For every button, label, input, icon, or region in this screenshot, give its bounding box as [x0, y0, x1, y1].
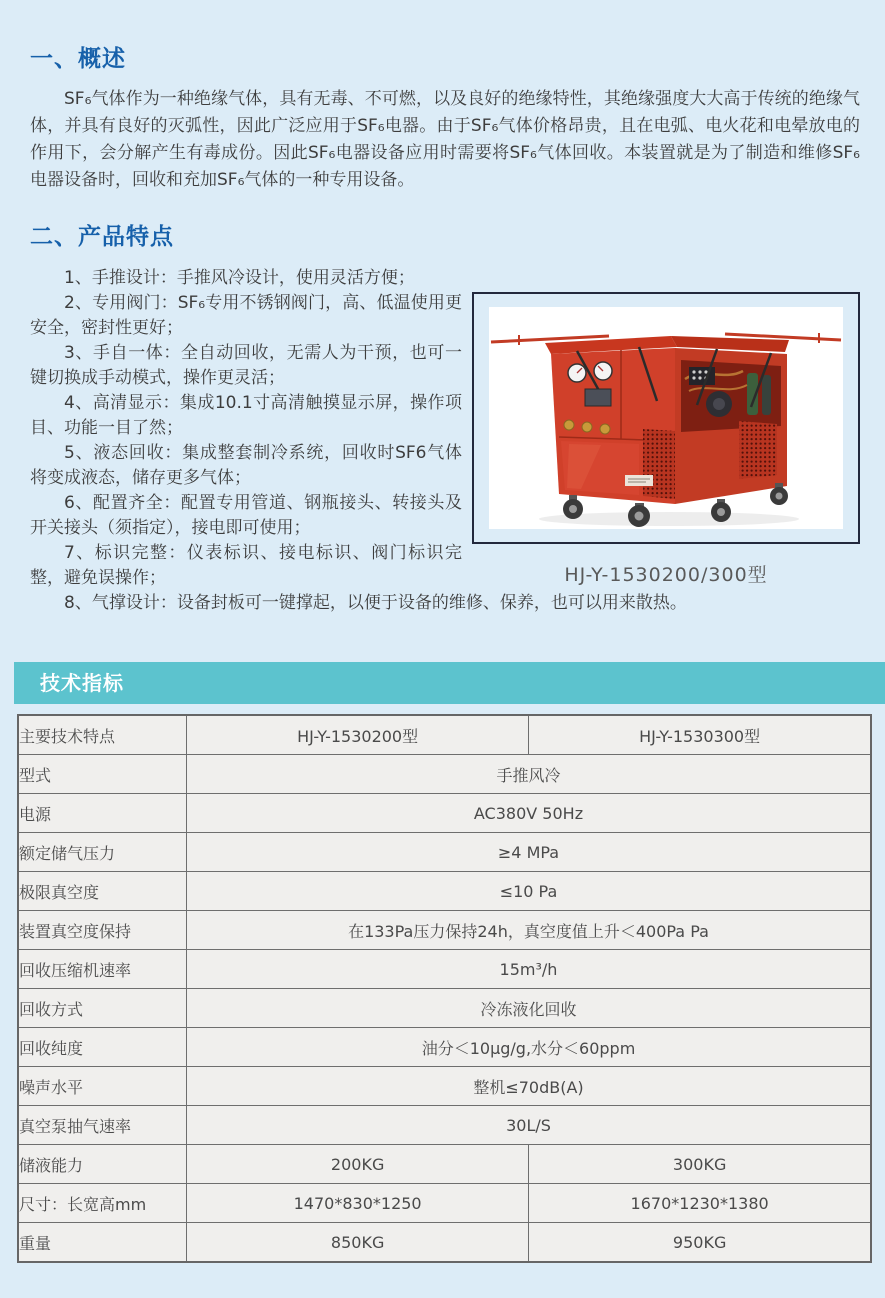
- spec-label-cell: 噪声水平: [18, 1067, 187, 1106]
- document-body: [0, 0, 885, 616]
- feature-item: 3、手自一体：全自动回收，无需人为干预，也可一键切换成手动模式，操作更灵活；: [30, 343, 462, 388]
- spec-value-cell: 300KG: [529, 1145, 871, 1184]
- table-row: [18, 1184, 871, 1223]
- feature-item: 5、液态回收：集成整套制冷系统，回收时SF6气体将变成液态，储存更多气体；: [30, 443, 462, 488]
- spec-value-cell: HJ-Y-1530300型: [529, 715, 871, 755]
- spec-label-cell: 极限真空度: [18, 872, 187, 911]
- table-row: [18, 1028, 871, 1067]
- specs-banner-title: 技术指标: [40, 671, 124, 695]
- spec-label-cell: 电源: [18, 794, 187, 833]
- specs-banner: [14, 662, 885, 704]
- table-header-row: [18, 715, 871, 755]
- spec-value-cell: 整机≤70dB(A): [187, 1067, 872, 1106]
- table-row: [18, 833, 871, 872]
- features-section-title: 二、产品特点: [30, 224, 174, 250]
- spec-value-cell: 1670*1230*1380: [529, 1184, 871, 1223]
- table-row: [18, 1223, 871, 1263]
- table-row: [18, 1106, 871, 1145]
- table-row: [18, 1067, 871, 1106]
- spec-label-cell: 回收压缩机速率: [18, 950, 187, 989]
- overview-section-title: 一、概述: [30, 46, 126, 72]
- spec-value-cell: ≤10 Pa: [187, 872, 872, 911]
- spec-value-cell: AC380V 50Hz: [187, 794, 872, 833]
- spec-value-cell: 15m³/h: [187, 950, 872, 989]
- spec-value-cell: 手推风冷: [187, 755, 872, 794]
- product-photo-frame: [472, 292, 860, 544]
- spec-value-cell: 200KG: [187, 1145, 529, 1184]
- specs-table: [17, 714, 872, 1263]
- spec-value-cell: 30L/S: [187, 1106, 872, 1145]
- product-model-caption: HJ-Y-1530200/300型: [564, 564, 768, 586]
- table-row: [18, 794, 871, 833]
- table-row: [18, 1145, 871, 1184]
- spec-value-cell: HJ-Y-1530200型: [187, 715, 529, 755]
- sf6-machine-illustration: [489, 307, 843, 529]
- spec-label-cell: 尺寸：长宽高mm: [18, 1184, 187, 1223]
- spec-label-cell: 重量: [18, 1223, 187, 1263]
- feature-item: 6、配置齐全：配置专用管道、钢瓶接头、转接头及开关接头（须指定），接电即可使用；: [30, 493, 462, 538]
- spec-value-cell: 950KG: [529, 1223, 871, 1263]
- spec-label-cell: 回收方式: [18, 989, 187, 1028]
- spec-label-cell: 型式: [18, 755, 187, 794]
- table-row: [18, 755, 871, 794]
- spec-value-cell: 油分＜10μg/g,水分＜60ppm: [187, 1028, 872, 1067]
- spec-label-cell: 额定储气压力: [18, 833, 187, 872]
- product-photo: [489, 307, 843, 529]
- table-row: [18, 950, 871, 989]
- table-row: [18, 911, 871, 950]
- feature-item: 4、高清显示：集成10.1寸高清触摸显示屏，操作项目、功能一目了然；: [30, 393, 462, 438]
- feature-item: 1、手推设计：手推风冷设计，使用灵活方便；: [64, 268, 415, 288]
- spec-label-cell: 真空泵抽气速率: [18, 1106, 187, 1145]
- feature-item: 7、标识完整：仪表标识、接电标识、阀门标识完整，避免误操作；: [30, 543, 462, 588]
- spec-label-cell: 装置真空度保持: [18, 911, 187, 950]
- spec-label-cell: 回收纯度: [18, 1028, 187, 1067]
- spec-value-cell: 冷冻液化回收: [187, 989, 872, 1028]
- table-row: [18, 872, 871, 911]
- spec-value-cell: ≥4 MPa: [187, 833, 872, 872]
- overview-paragraph: SF₆气体作为一种绝缘气体，具有无毒、不可燃，以及良好的绝缘特性，其绝缘强度大大高于传统的绝缘气体，并具有良好的灭弧性，因此广泛应用于SF₆电器。由于SF₆气体价格昂贵，且在电弧、电火花和电晕放电的作用下，会分解产生有毒成份。因此SF₆电器设备应用时需要将SF₆气体回收。本装置就是为了制造和维修SF₆电器设备时，回收和充加SF₆气体的一种专用设备。: [30, 89, 860, 190]
- spec-value-cell: 在133Pa压力保持24h，真空度值上升＜400Pa Pa: [187, 911, 872, 950]
- table-row: [18, 989, 871, 1028]
- spec-value-cell: 1470*830*1250: [187, 1184, 529, 1223]
- features-section: [30, 266, 860, 616]
- spec-value-cell: 850KG: [187, 1223, 529, 1263]
- product-figure: [472, 292, 860, 587]
- spec-label-cell: 储液能力: [18, 1145, 187, 1184]
- spec-label-cell: 主要技术特点: [18, 715, 187, 755]
- feature-item: 8、气撑设计：设备封板可一键撑起，以便于设备的维修、保养，也可以用来散热。: [64, 593, 687, 613]
- feature-item: 2、专用阀门：SF₆专用不锈钢阀门，高、低温使用更安全，密封性更好；: [30, 293, 462, 338]
